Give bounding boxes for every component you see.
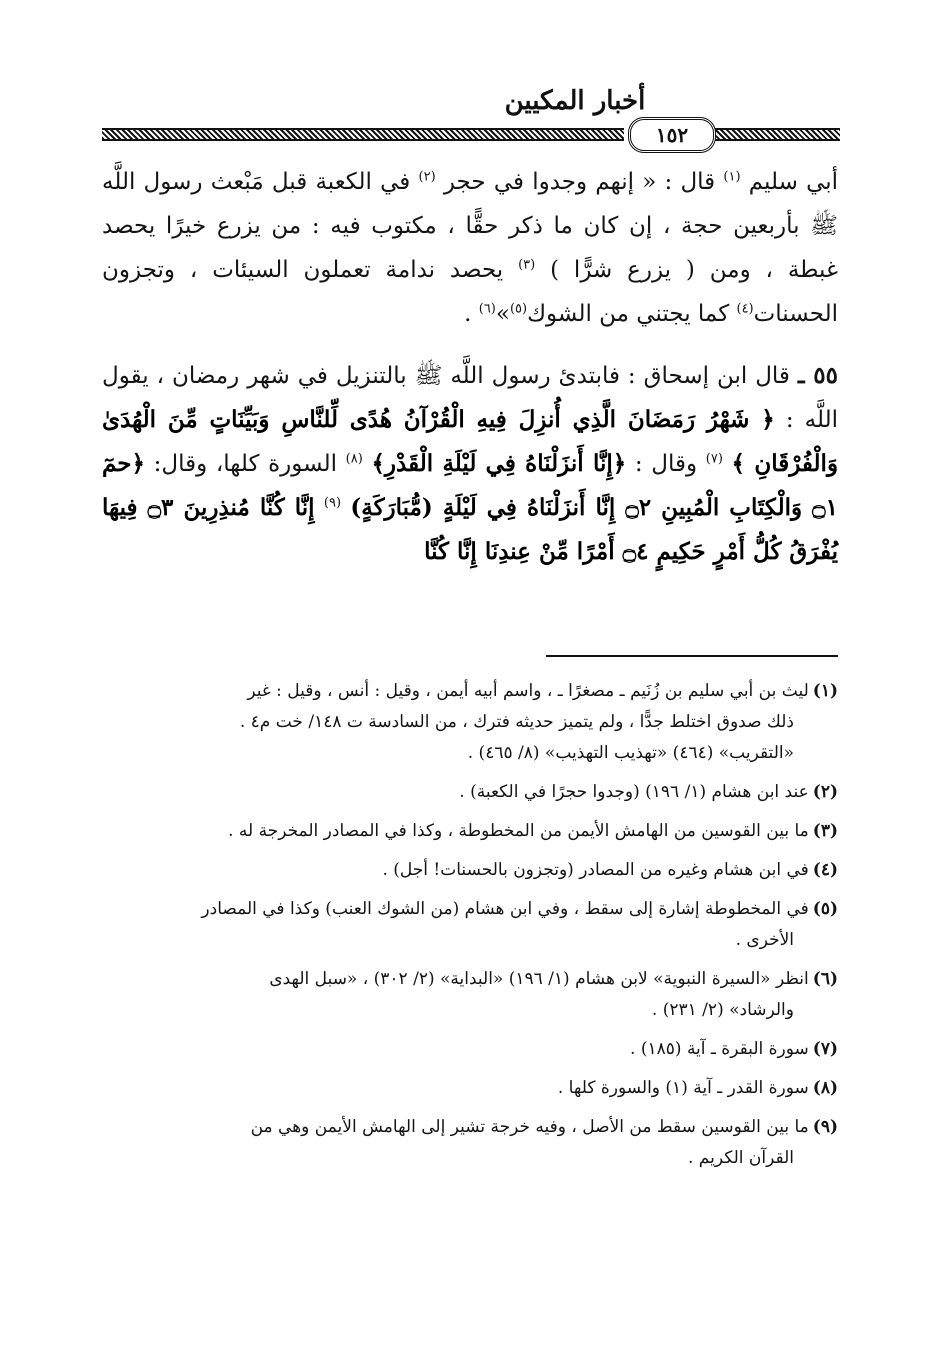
quran-verse: ﴿حمٓ ۝١ وَالْكِتَابِ الْمُبِينِ ۝٢ إِنَّا أَنزَلْنَاهُ فِي لَيْلَةٍ (مُّبَارَكَةٍ) [102,450,838,521]
footnote-ref[interactable]: (٤) [736,301,754,317]
item-number: ٥٥ ـ [797,362,839,389]
footnote-ref[interactable]: (٦) [478,301,496,317]
footnotes [102,676,838,1182]
footnote: (٣)ما بين القوسين من الهامش الأيمن من المخطوطة ، وكذا في المصادر المخرجة له . [228,821,838,841]
footnote: (٦)انظر «السيرة النبوية» لابن هشام (١/ ١٩٦) «البداية» (٢/ ٣٠٢) ، «سبل الهدى والرشاد» (٢/ ٢٣١) . [269,969,838,1020]
footnote-ref[interactable]: (١) [723,169,741,185]
footnote-ref[interactable]: (٣) [518,257,536,273]
footnote: (٧)سورة البقرة ـ آية (١٨٥) . [630,1039,838,1059]
main-text [102,160,838,592]
footnote: (٤)في ابن هشام وغيره من المصادر (وتجزون بالحسنات! أجل) . [382,860,838,880]
footnote-ref[interactable]: (٩) [323,495,342,511]
footnote-ref[interactable]: (٨) [345,451,363,467]
quran-verse: ﴿ شَهْرُ رَمَضَانَ الَّذِي أُنزِلَ فِيهِ الْقُرْآنُ هُدًى لِّلنَّاسِ وَبَيِّنَاتٍ مِّنَ الْهُدَىٰ وَالْفُرْقَانِ ﴾ [102,406,839,477]
header-rule-left [102,128,624,141]
footnote: (١)ليث بن أبي سليم بن زُنَيم ـ مصغرًا ـ ، واسم أبيه أيمن ، وقيل : أنس ، وقيل : غير ذلك صدوق اختلط جدًّا ، ولم يتميز حديثه فترك ، من السادسة ت ١٤٨/ خت م٤ . «التقريب» (٤٦٤) «تهذيب التهذيب» (٨/ ٤٦٥) . [239,681,838,763]
footnote: (٨)سورة القدر ـ آية (١) والسورة كلها . [557,1078,838,1098]
footnote-ref[interactable]: (٢) [418,169,436,185]
footnote: (٥)في المخطوطة إشارة إلى سقط ، وفي ابن هشام (من الشوك العنب) وكذا في المصادر الأخرى . [201,899,838,950]
footnote: (٩)ما بين القوسين سقط من الأصل ، وفيه خرجة تشير إلى الهامش الأيمن وهي من القرآن الكريم . [250,1117,838,1168]
paragraph-1: أبي سليم $^{(١)}$ قال : « إنهم وجدوا في حجر $^{(٢)}$ في الكعبة قبل مَبْعث رسول اللَّه ﷺ بأربعين حجة ، إن كان ما ذكر حقًّا ، مكتوب فيه : من يزرع خيرًا يحصد غبطة ، ومن ( يزرع شرًّا ) $^{(٣)}$ يحصد ندامة تعملون السيئات ، وتجزون الحسنات$^{(٤)}$ كما يجتني من الشوك$^{(٥)}$»$^{(٦)}$ . [102,169,839,327]
paragraph-2: ٥٥ ـ قال ابن إسحاق : فابتدئ رسول اللَّه ﷺ بالتنزيل في شهر رمضان ، يقول اللَّه : ﴿ شَهْرُ رَمَضَانَ الَّذِي أُنزِلَ فِيهِ الْقُرْآنُ هُدًى لِّلنَّاسِ وَبَيِّنَاتٍ مِّنَ الْهُدَىٰ وَالْفُرْقَانِ ﴾ $^{(٧)}$ وقال : ﴿إِنَّا أَنزَلْنَاهُ فِي لَيْلَةِ الْقَدْرِ﴾ $^{(٨)}$ السورة كلها، وقال: ﴿حمٓ ۝١ وَالْكِتَابِ الْمُبِينِ ۝٢ إِنَّا أَنزَلْنَاهُ فِي لَيْلَةٍ (مُّبَارَكَةٍ) $^{(٩)}$ إِنَّا كُنَّا مُنذِرِينَ ۝٣ فِيهَا يُفْرَقُ كُلُّ أَمْرٍ حَكِيمٍ ۝٤ أَمْرًا مِّنْ عِندِنَا إِنَّا كُنَّا [102,362,839,565]
quran-verse: ﴿إِنَّا أَنزَلْنَاهُ فِي لَيْلَةِ الْقَدْرِ﴾ [371,450,627,477]
page-number: ١٥٢ [628,117,716,153]
running-title: أخبار المكيين [504,86,646,116]
header-rule-right [712,128,840,141]
footnote-separator [546,655,838,657]
footnote: (٢)عند ابن هشام (١/ ١٩٦) (وجدوا حجرًا في الكعبة) . [459,782,838,802]
footnote-ref[interactable]: (٥) [509,301,528,317]
quran-verse: إِنَّا كُنَّا مُنذِرِينَ ۝٣ فِيهَا يُفْرَقُ كُلُّ أَمْرٍ حَكِيمٍ ۝٤ أَمْرًا مِّنْ عِندِنَا إِنَّا كُنَّا [102,494,838,565]
footnote-ref[interactable]: (٧) [705,451,723,467]
